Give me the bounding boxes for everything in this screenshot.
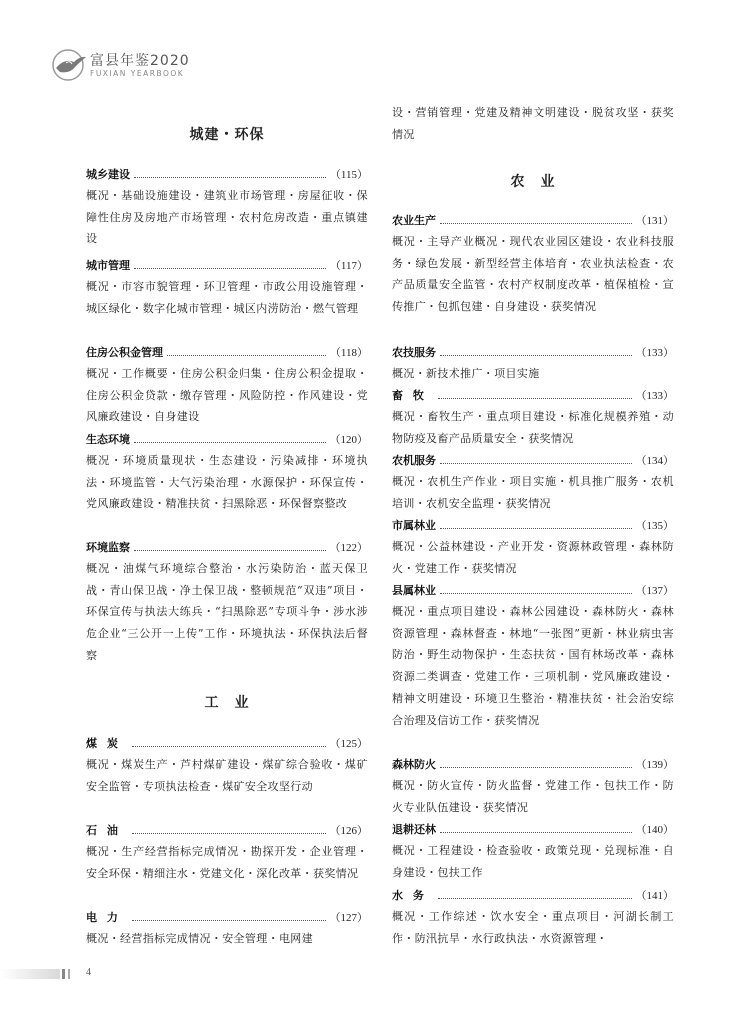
toc-entry-topics: 概况・煤炭生产・芦村煤矿建设・煤矿综合验收・煤矿安全监管・专项执法检查・煤矿安全攻坚行动 (86, 758, 368, 793)
toc-page-number: （141） (635, 890, 674, 902)
toc-page-number: （137） (635, 585, 674, 597)
section-title-industry: 工 业 (204, 695, 250, 711)
toc-entry-title: 退耕还林 (392, 823, 436, 836)
bird-emblem-icon (52, 48, 88, 82)
toc-page-number: （120） (329, 434, 368, 446)
footer-tick-mark (68, 969, 70, 979)
toc-entry[interactable] (86, 819, 368, 884)
toc-entry-topics: 概况・经营指标完成情况・安全管理・电网建 (86, 932, 313, 945)
leader-dots (132, 746, 326, 747)
toc-entry[interactable] (86, 254, 368, 319)
leader-dots (440, 832, 632, 833)
toc-entry[interactable] (392, 341, 674, 385)
toc-page-number: （131） (635, 215, 674, 227)
toc-entry[interactable] (86, 906, 368, 950)
leader-dots (134, 268, 326, 269)
toc-entry-title: 县属林业 (392, 584, 436, 597)
toc-entry-title: 农机服务 (392, 454, 436, 467)
leader-dots (132, 833, 326, 834)
toc-entry-title: 水务 (392, 889, 434, 902)
leader-dots (438, 898, 632, 899)
leader-dots (438, 398, 632, 399)
toc-entry[interactable] (392, 579, 674, 731)
toc-entry-topics: 概况・工程建设・检查验收・政策兑现・兑现标准・自身建设・包扶工作 (392, 844, 674, 879)
toc-entry-continued (392, 102, 674, 145)
toc-page-number: （135） (635, 520, 674, 532)
toc-entry-title: 环境监察 (86, 541, 130, 554)
toc-entry-title: 石油 (86, 824, 128, 837)
toc-entry-title: 市属林业 (392, 519, 436, 532)
leader-dots (167, 355, 326, 356)
toc-entry-topics: 概况・畜牧生产・重点项目建设・标准化规模养殖・动物防疫及畜产品质量安全・获奖情况 (392, 410, 674, 445)
toc-entry-topics: 概况・主导产业概况・现代农业园区建设・农业科技服务・绿色发展・新型经营主体培育・农业执法检查・农产品质量安全监管・农村产权制度改革・植保植检・宣传推广・包抓包建・自身建设・获奖情况 (392, 235, 674, 314)
leader-dots (440, 223, 632, 224)
toc-entry-topics: 概况・重点项目建设・森林公园建设・森林防火・森林资源管理・森林督查・林地“一张图”更新・林业病虫害防治・野生动物保护・生态扶贫・国有林场改革・森林资源二类调查・党建工作・三项机制・党风廉政建设・精神文明建设・环境卫生整治・精准扶贫・社会治安综合治理及信访工作・获奖情况 (392, 605, 674, 727)
toc-entry-topics: 概况・环境质量现状・生态建设・污染减排・环境执法・环境监管・大气污染治理・水源保护・环保宣传・党风廉政建设・精准扶贫・扫黑除恶・环保督察整改 (86, 454, 368, 511)
page-number: 4 (86, 967, 91, 978)
section-title-agriculture: 农 业 (510, 174, 556, 190)
toc-page-number: （117） (329, 260, 368, 272)
toc-page-number: （126） (329, 825, 368, 837)
toc-entry[interactable] (86, 536, 368, 667)
toc-entry-title: 城乡建设 (86, 168, 130, 181)
toc-entry-title: 住房公积金管理 (86, 346, 163, 359)
leader-dots (440, 767, 632, 768)
toc-entry-topics: 概况・农机生产作业・项目实施・机具推广服务・农机培训・农机安全监理・获奖情况 (392, 475, 674, 510)
toc-entry-title: 森林防火 (392, 758, 436, 771)
toc-entry-topics: 概况・工作综述・饮水安全・重点项目・河湖长制工作・防汛抗旱・水行政执法・水资源管理・ (392, 910, 674, 945)
leader-dots (134, 442, 326, 443)
toc-entry-title: 城市管理 (86, 259, 130, 272)
toc-entry-topics: 设・营销管理・党建及精神文明建设・脱贫攻坚・获奖情况 (392, 106, 674, 141)
toc-entry[interactable] (86, 163, 368, 250)
leader-dots (440, 528, 632, 529)
toc-entry-topics: 概况・市容市貌管理・环卫管理・市政公用设施管理・城区绿化・数字化城市管理・城区内涝防治・燃气管理 (86, 280, 368, 315)
yearbook-logo (52, 48, 202, 84)
toc-entry-topics: 概况・基础设施建设・建筑业市场管理・房屋征收・保障性住房及房地产市场管理・农村危房改造・重点镇建设 (86, 189, 368, 246)
toc-page-number: （125） (329, 738, 368, 750)
toc-page-number: （139） (635, 759, 674, 771)
toc-entry[interactable] (392, 753, 674, 818)
toc-entry[interactable] (392, 384, 674, 449)
toc-entry[interactable] (86, 341, 368, 428)
toc-entry-topics: 概况・防火宣传・防火监督・党建工作・包扶工作・防火专业队伍建设・获奖情况 (392, 779, 674, 814)
toc-page-number: （115） (329, 169, 368, 181)
toc-entry-title: 煤炭 (86, 737, 128, 750)
toc-entry-title: 电力 (86, 911, 128, 924)
toc-entry-title: 生态环境 (86, 433, 130, 446)
toc-page-number: （133） (635, 347, 674, 359)
footer-tick-mark (62, 969, 65, 979)
toc-entry-topics: 概况・工作概要・住房公积金归集・住房公积金提取・住房公积金贷款・缴存管理・风险防控・作风建设・党风廉政建设・自身建设 (86, 367, 368, 424)
leader-dots (440, 593, 632, 594)
toc-entry[interactable] (392, 884, 674, 949)
yearbook-subtitle: FUXIAN YEARBOOK (90, 69, 185, 78)
toc-entry-topics: 概况・公益林建设・产业开发・资源林政管理・森林防火・党建工作・获奖情况 (392, 540, 674, 575)
toc-page-number: （140） (635, 824, 674, 836)
toc-entry-title: 农业生产 (392, 214, 436, 227)
leader-dots (440, 355, 632, 356)
toc-entry[interactable] (392, 209, 674, 318)
leader-dots (134, 550, 326, 551)
toc-entry-topics: 概况・新技术推广・项目实施 (392, 367, 540, 380)
footer-gradient-bar (0, 969, 60, 979)
toc-page-number: （122） (329, 542, 368, 554)
toc-page-number: （133） (635, 390, 674, 402)
toc-page-number: （134） (635, 455, 674, 467)
toc-entry-title: 畜牧 (392, 389, 434, 402)
toc-entry[interactable] (86, 428, 368, 515)
leader-dots (132, 920, 326, 921)
yearbook-title: 富县年鉴2020 (90, 53, 190, 69)
toc-entry[interactable] (392, 818, 674, 883)
leader-dots (134, 177, 326, 178)
toc-entry-topics: 概况・生产经营指标完成情况・勘探开发・企业管理・安全环保・精细注水・党建文化・深化改革・获奖情况 (86, 845, 368, 880)
toc-entry[interactable] (392, 514, 674, 579)
toc-page-number: （127） (329, 912, 368, 924)
toc-entry[interactable] (86, 732, 368, 797)
leader-dots (440, 463, 632, 464)
toc-entry-topics: 概况・油煤气环境综合整治・水污染防治・蓝天保卫战・青山保卫战・净土保卫战・整顿规范“双违”项目・环保宣传与执法大练兵・“扫黑除恶”专项斗争・涉水涉危企业“三公开一上传”工作・环境执法・环保执法后督察 (86, 562, 368, 662)
toc-page-number: （118） (329, 347, 368, 359)
toc-entry[interactable] (392, 449, 674, 514)
section-title-urban: 城建・环保 (189, 127, 265, 143)
toc-entry-title: 农技服务 (392, 346, 436, 359)
